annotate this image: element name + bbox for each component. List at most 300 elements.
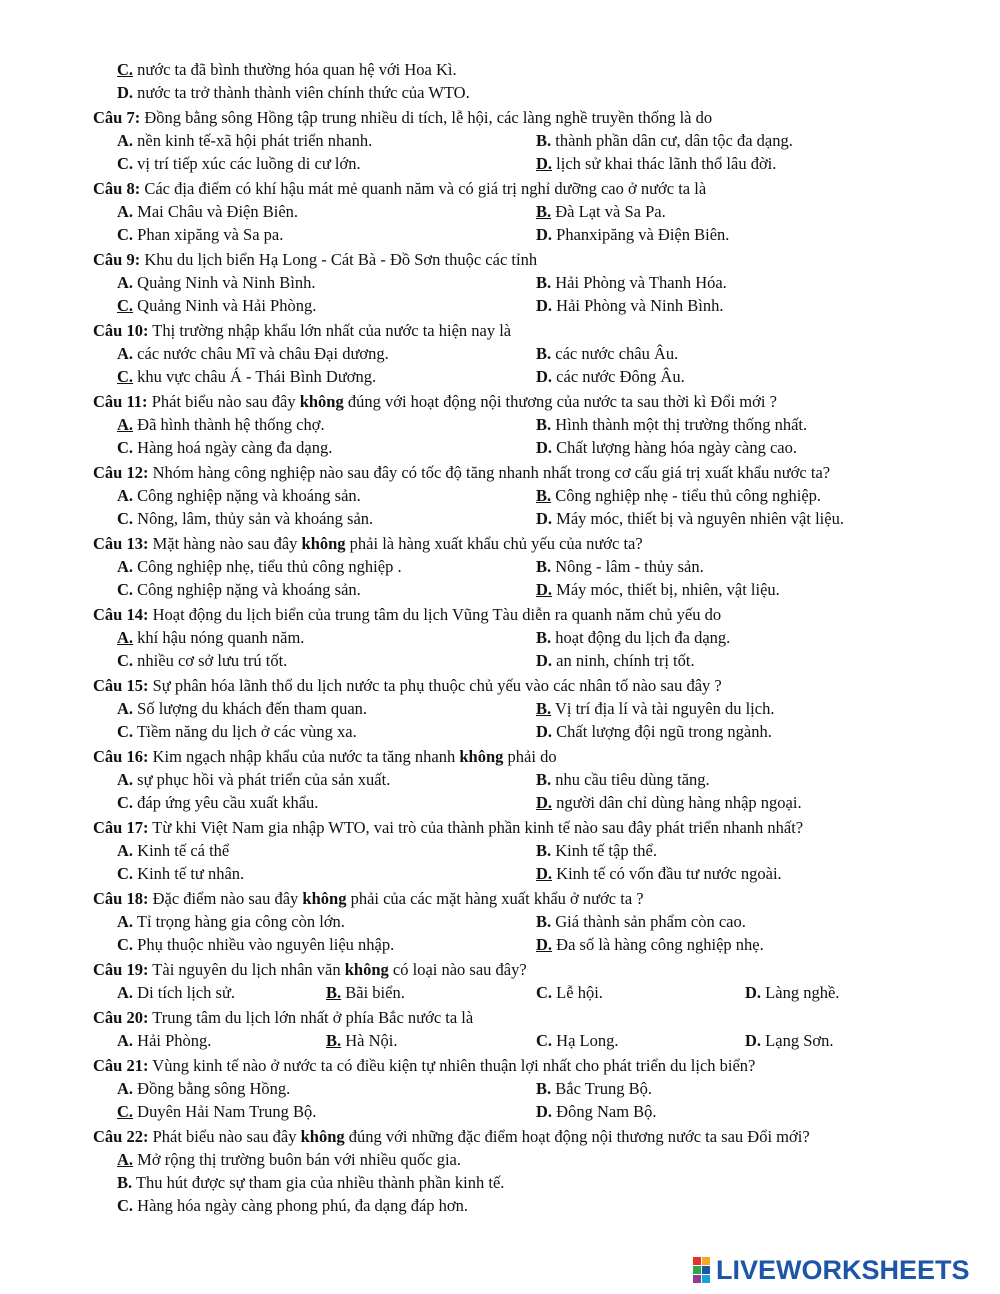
stem-text: đúng với những đặc điểm hoạt động nội thương nước ta sau Đổi mới? <box>344 1127 810 1146</box>
answer-option <box>117 1148 461 1171</box>
option-text: Thu hút được sự tham gia của nhiều thành phần kinh tế. <box>132 1173 505 1192</box>
question-stem <box>0 461 1000 484</box>
option-row <box>0 152 1000 175</box>
option-label: A. <box>117 1079 134 1098</box>
option-label: D. <box>536 509 553 528</box>
answer-option <box>536 200 666 223</box>
option-row <box>0 507 1000 530</box>
option-text: Hạ Long. <box>552 1031 619 1050</box>
option-text: Hải Phòng và Ninh Bình. <box>552 296 724 315</box>
option-row <box>0 649 1000 672</box>
option-label: D. <box>536 1102 553 1121</box>
keyword: không <box>302 889 347 908</box>
option-label: C. <box>117 935 134 954</box>
question-21 <box>0 1054 1000 1123</box>
option-text: Hàng hóa ngày càng phong phú, đa dạng đáp hơn. <box>133 1196 469 1215</box>
option-text: lịch sử khai thác lãnh thổ lâu đời. <box>552 154 777 173</box>
option-text: Bãi biển. <box>341 983 405 1002</box>
answer-option <box>536 768 710 791</box>
question-7 <box>0 106 1000 175</box>
option-label: A. <box>117 699 134 718</box>
option-label: D. <box>117 83 134 102</box>
answer-option <box>536 484 821 507</box>
option-row <box>0 839 1000 862</box>
option-label-correct: D. <box>536 935 553 954</box>
answer-option <box>536 223 729 246</box>
answer-option <box>117 555 402 578</box>
option-label: D. <box>536 225 553 244</box>
answer-option <box>536 129 793 152</box>
option-text: nước ta trở thành thành viên chính thức của WTO. <box>133 83 470 102</box>
option-text: sự phục hồi và phát triển của sản xuất. <box>133 770 391 789</box>
answer-option <box>326 1029 398 1052</box>
option-label-correct: B. <box>536 699 552 718</box>
option-text: Quảng Ninh và Hải Phòng. <box>133 296 317 315</box>
option-label-correct: B. <box>326 1031 342 1050</box>
option-label-correct: B. <box>326 983 342 1002</box>
option-label: C. <box>117 793 134 812</box>
stem-text: Kim ngạch nhập khẩu của nước ta tăng nhanh <box>148 747 460 766</box>
stem-text: Trung tâm du lịch lớn nhất ở phía Bắc nước ta là <box>148 1008 474 1027</box>
answer-option <box>745 981 839 1004</box>
answer-option <box>536 578 780 601</box>
answer-option <box>117 129 372 152</box>
question-15 <box>0 674 1000 743</box>
option-text: Đà Lạt và Sa Pa. <box>551 202 666 221</box>
stem-text: Vùng kinh tế nào ở nước ta có điều kiện tự nhiên thuận lợi nhất cho phát triển du lịch biển? <box>148 1056 756 1075</box>
answer-option <box>536 152 776 175</box>
answer-option <box>117 1100 316 1123</box>
question-16 <box>0 745 1000 814</box>
option-row <box>0 223 1000 246</box>
option-text: khí hậu nóng quanh năm. <box>133 628 305 647</box>
logo-square <box>702 1266 710 1274</box>
option-text: Công nghiệp nhẹ - tiểu thủ công nghiệp. <box>551 486 822 505</box>
option-text: Nông - lâm - thủy sản. <box>551 557 704 576</box>
answer-option <box>536 294 723 317</box>
option-label-correct: B. <box>536 486 552 505</box>
question-number: Câu 22: <box>93 1127 149 1146</box>
question-18 <box>0 887 1000 956</box>
stem-text: Mặt hàng nào sau đây <box>148 534 302 553</box>
option-label: B. <box>536 841 552 860</box>
option-row <box>0 981 1000 1004</box>
option-row <box>0 578 1000 601</box>
answer-option <box>117 626 304 649</box>
question-number: Câu 12: <box>93 463 149 482</box>
answer-option <box>536 910 746 933</box>
option-label: C. <box>536 1031 553 1050</box>
question-stem <box>0 319 1000 342</box>
option-label-correct: D. <box>536 864 553 883</box>
option-text: nền kinh tế-xã hội phát triển nhanh. <box>133 131 373 150</box>
option-text: Mai Châu và Điện Biên. <box>133 202 299 221</box>
question-number: Câu 7: <box>93 108 141 127</box>
answer-option <box>536 436 797 459</box>
option-text: Hình thành một thị trường thống nhất. <box>551 415 808 434</box>
option-label-correct: C. <box>117 296 134 315</box>
keyword: không <box>459 747 504 766</box>
answer-option <box>117 271 315 294</box>
question-stem <box>0 958 1000 981</box>
option-text: Duyên Hải Nam Trung Bộ. <box>133 1102 317 1121</box>
stem-text: đúng với hoạt động nội thương của nước ta sau thời kì Đổi mới ? <box>343 392 777 411</box>
logo-square <box>693 1275 701 1283</box>
option-row <box>0 697 1000 720</box>
keyword: không <box>301 534 346 553</box>
option-text: Hải Phòng và Thanh Hóa. <box>551 273 727 292</box>
option-text: hoạt động du lịch đa dạng. <box>551 628 731 647</box>
option-label: A. <box>117 557 134 576</box>
logo-square <box>702 1257 710 1265</box>
question-20 <box>0 1006 1000 1052</box>
keyword: không <box>300 1127 345 1146</box>
option-text: an ninh, chính trị tốt. <box>552 651 695 670</box>
option-row <box>0 910 1000 933</box>
option-text: nước ta đã bình thường hóa quan hệ với Hoa Kì. <box>133 60 457 79</box>
option-label: C. <box>117 722 134 741</box>
option-label: D. <box>536 367 553 386</box>
option-row <box>0 129 1000 152</box>
option-text: Đa số là hàng công nghiệp nhẹ. <box>552 935 764 954</box>
option-row <box>0 1077 1000 1100</box>
answer-option <box>117 507 373 530</box>
option-label: B. <box>536 770 552 789</box>
option-row <box>0 768 1000 791</box>
answer-option <box>117 484 361 507</box>
answer-option <box>117 578 361 601</box>
option-text: các nước châu Mĩ và châu Đại dương. <box>133 344 389 363</box>
option-label: D. <box>536 296 553 315</box>
answer-option <box>536 862 782 885</box>
question-13 <box>0 532 1000 601</box>
option-label: A. <box>117 344 134 363</box>
question-10 <box>0 319 1000 388</box>
option-label-correct: B. <box>536 202 552 221</box>
answer-option <box>536 413 807 436</box>
option-text: Phan xipăng và Sa pa. <box>133 225 284 244</box>
logo-square <box>702 1275 710 1283</box>
option-label: D. <box>745 983 762 1002</box>
question-stem <box>0 248 1000 271</box>
option-text: Máy móc, thiết bị và nguyên nhiên vật liệu. <box>552 509 844 528</box>
question-17 <box>0 816 1000 885</box>
answer-option <box>745 1029 833 1052</box>
question-14 <box>0 603 1000 672</box>
stem-text: Nhóm hàng công nghiệp nào sau đây có tốc độ tăng nhanh nhất trong cơ cấu giá trị xuất khẩu nước ta? <box>148 463 831 482</box>
question-stem <box>0 1125 1000 1148</box>
option-text: Nông, lâm, thủy sản và khoáng sản. <box>133 509 374 528</box>
question-number: Câu 9: <box>93 250 141 269</box>
logo-square <box>693 1257 701 1265</box>
option-row <box>0 365 1000 388</box>
option-label: D. <box>536 722 553 741</box>
option-text: Giá thành sản phẩm còn cao. <box>551 912 746 931</box>
option-text: người dân chỉ dùng hàng nhập ngoại. <box>552 793 802 812</box>
question-number: Câu 16: <box>93 747 149 766</box>
question-22 <box>0 1125 1000 1217</box>
answer-option <box>536 791 802 814</box>
option-row <box>0 271 1000 294</box>
option-label: B. <box>536 131 552 150</box>
option-label: C. <box>536 983 553 1002</box>
answer-option <box>536 365 685 388</box>
option-label-correct: C. <box>117 367 134 386</box>
option-text: Công nghiệp nặng và khoáng sản. <box>133 580 361 599</box>
logo-text: LIVEWORKSHEETS <box>716 1254 970 1285</box>
stem-text: Sự phân hóa lãnh thổ du lịch nước ta phụ thuộc chủ yếu vào các nhân tố nào sau đây ? <box>148 676 722 695</box>
stem-text: Phát biểu nào sau đây <box>147 392 300 411</box>
question-stem <box>0 1006 1000 1029</box>
answer-option <box>117 365 376 388</box>
answer-option <box>536 342 678 365</box>
option-text: Lễ hội. <box>552 983 603 1002</box>
question-stem <box>0 887 1000 910</box>
option-label-correct: D. <box>536 154 553 173</box>
option-label: A. <box>117 1031 134 1050</box>
option-label: D. <box>536 438 553 457</box>
option-label: C. <box>117 509 134 528</box>
option-text: Chất lượng đội ngũ trong ngành. <box>552 722 772 741</box>
question-stem <box>0 177 1000 200</box>
option-text: Làng nghề. <box>761 983 840 1002</box>
answer-option <box>117 910 345 933</box>
option-row <box>0 1194 1000 1217</box>
answer-option <box>117 839 229 862</box>
answer-option <box>117 1029 211 1052</box>
question-number: Câu 13: <box>93 534 149 553</box>
question-number: Câu 19: <box>93 960 149 979</box>
option-label-correct: D. <box>536 580 553 599</box>
option-row <box>0 1148 1000 1171</box>
stem-text: Tài nguyên du lịch nhân văn <box>148 960 345 979</box>
option-line <box>0 81 1000 104</box>
option-row <box>0 1171 1000 1194</box>
keyword: không <box>344 960 389 979</box>
option-label: B. <box>536 273 552 292</box>
option-row <box>0 791 1000 814</box>
option-text: Tiềm năng du lịch ở các vùng xa. <box>133 722 357 741</box>
option-row <box>0 200 1000 223</box>
option-text: các nước châu Âu. <box>551 344 679 363</box>
option-label: C. <box>117 438 134 457</box>
option-text: khu vực châu Á - Thái Bình Dương. <box>133 367 377 386</box>
stem-text: Đặc điểm nào sau đây <box>148 889 303 908</box>
option-label: B. <box>536 344 552 363</box>
option-label-correct: C. <box>117 1102 134 1121</box>
option-label: D. <box>745 1031 762 1050</box>
question-stem <box>0 816 1000 839</box>
option-label: A. <box>117 131 134 150</box>
answer-option <box>117 436 332 459</box>
worksheet <box>0 58 1000 1217</box>
stem-text: Hoạt động du lịch biển của trung tâm du lịch Vũng Tàu diễn ra quanh năm chủ yếu do <box>148 605 722 624</box>
option-label: A. <box>117 770 134 789</box>
option-text: Đã hình thành hệ thống chợ. <box>133 415 325 434</box>
answer-option <box>536 1029 619 1052</box>
stem-text: Các địa điểm có khí hậu mát mẻ quanh năm và có giá trị nghỉ dưỡng cao ở nước ta là <box>140 179 707 198</box>
stem-text: Thị trường nhập khẩu lớn nhất của nước ta hiện nay là <box>148 321 512 340</box>
option-row <box>0 294 1000 317</box>
option-line <box>0 58 1000 81</box>
answer-option <box>117 862 244 885</box>
question-11 <box>0 390 1000 459</box>
option-text: Công nghiệp nhẹ, tiểu thủ công nghiệp . <box>133 557 402 576</box>
option-row <box>0 862 1000 885</box>
question-12 <box>0 461 1000 530</box>
option-text: Kinh tế có vốn đầu tư nước ngoài. <box>552 864 782 883</box>
option-label: C. <box>117 154 134 173</box>
question-19 <box>0 958 1000 1004</box>
option-text: Tỉ trọng hàng gia công còn lớn. <box>133 912 345 931</box>
answer-option <box>326 981 405 1004</box>
option-row <box>0 720 1000 743</box>
option-label: B. <box>536 628 552 647</box>
answer-option <box>117 720 357 743</box>
option-row <box>0 1029 1000 1052</box>
stem-text: phải là hàng xuất khẩu chủ yếu của nước ta? <box>345 534 643 553</box>
option-text: Kinh tế tư nhân. <box>133 864 245 883</box>
option-text: Hải Phòng. <box>133 1031 212 1050</box>
option-text: Lạng Sơn. <box>761 1031 834 1050</box>
answer-option <box>536 649 695 672</box>
liveworksheets-logo <box>693 1255 970 1285</box>
option-text: Hàng hoá ngày càng đa dạng. <box>133 438 333 457</box>
question-stem <box>0 674 1000 697</box>
option-label: B. <box>117 1173 133 1192</box>
answer-option <box>117 981 235 1004</box>
question-number: Câu 21: <box>93 1056 149 1075</box>
stem-text: Đồng bằng sông Hồng tập trung nhiều di tích, lễ hội, các làng nghề truyền thống là do <box>140 108 713 127</box>
answer-option <box>117 342 389 365</box>
option-text: vị trí tiếp xúc các luồng di cư lớn. <box>133 154 361 173</box>
question-number: Câu 18: <box>93 889 149 908</box>
option-label: C. <box>117 651 134 670</box>
answer-option <box>117 933 394 956</box>
stem-text: Phát biểu nào sau đây <box>148 1127 301 1146</box>
answer-option <box>117 152 361 175</box>
option-text: Công nghiệp nặng và khoáng sản. <box>133 486 361 505</box>
option-text: thành phần dân cư, dân tộc đa dạng. <box>551 131 793 150</box>
option-label: A. <box>117 841 134 860</box>
option-label: A. <box>117 983 134 1002</box>
answer-option <box>117 768 390 791</box>
option-label: B. <box>536 415 552 434</box>
option-text: Phanxipăng và Điện Biên. <box>552 225 730 244</box>
option-text: Máy móc, thiết bị, nhiên, vật liệu. <box>552 580 780 599</box>
stem-text: có loại nào sau đây? <box>388 960 527 979</box>
answer-option <box>536 626 730 649</box>
question-stem <box>0 106 1000 129</box>
option-label: B. <box>536 1079 552 1098</box>
option-text: Phụ thuộc nhiều vào nguyên liệu nhập. <box>133 935 395 954</box>
question-9 <box>0 248 1000 317</box>
answer-option <box>117 697 367 720</box>
option-row <box>0 626 1000 649</box>
option-text: nhiều cơ sở lưu trú tốt. <box>133 651 288 670</box>
option-label-correct: D. <box>536 793 553 812</box>
question-number: Câu 8: <box>93 179 141 198</box>
answer-option <box>536 981 603 1004</box>
option-text: nhu cầu tiêu dùng tăng. <box>551 770 710 789</box>
option-text: Đồng bằng sông Hồng. <box>133 1079 291 1098</box>
question-number: Câu 15: <box>93 676 149 695</box>
option-label: B. <box>536 912 552 931</box>
option-text: Đông Nam Bộ. <box>552 1102 657 1121</box>
option-label: C. <box>117 1196 134 1215</box>
option-text: các nước Đông Âu. <box>552 367 685 386</box>
stem-text: Khu du lịch biển Hạ Long - Cát Bà - Đồ Sơn thuộc các tỉnh <box>140 250 538 269</box>
option-label: A. <box>117 202 134 221</box>
answer-option <box>117 413 325 436</box>
option-label: A. <box>117 912 134 931</box>
option-text: Di tích lịch sử. <box>133 983 236 1002</box>
question-number: Câu 10: <box>93 321 149 340</box>
option-label: B. <box>536 557 552 576</box>
question-stem <box>0 603 1000 626</box>
option-row <box>0 555 1000 578</box>
answer-option <box>117 649 287 672</box>
question-stem <box>0 1054 1000 1077</box>
answer-option <box>536 1100 657 1123</box>
option-text: Vị trí địa lí và tài nguyên du lịch. <box>551 699 775 718</box>
option-row <box>0 342 1000 365</box>
option-text: Kinh tế tập thể. <box>551 841 657 860</box>
stem-text: phải của các mặt hàng xuất khẩu ở nước ta ? <box>346 889 644 908</box>
logo-square <box>693 1266 701 1274</box>
option-label: C. <box>117 864 134 883</box>
answer-option <box>536 697 774 720</box>
answer-option <box>536 720 772 743</box>
option-label: C. <box>117 580 134 599</box>
question-8 <box>0 177 1000 246</box>
option-text: Bắc Trung Bộ. <box>551 1079 652 1098</box>
option-row <box>0 484 1000 507</box>
question-number: Câu 11: <box>93 392 148 411</box>
stem-text: phải do <box>503 747 557 766</box>
answer-option <box>536 271 727 294</box>
option-row <box>0 436 1000 459</box>
option-label-correct: A. <box>117 628 134 647</box>
question-stem <box>0 390 1000 413</box>
answer-option <box>117 200 298 223</box>
answer-option <box>536 839 657 862</box>
answer-option <box>117 1194 468 1217</box>
option-row <box>0 413 1000 436</box>
option-label-correct: A. <box>117 415 134 434</box>
option-label-correct: A. <box>117 1150 134 1169</box>
option-text: Chất lượng hàng hóa ngày càng cao. <box>552 438 797 457</box>
answer-option <box>536 933 764 956</box>
answer-option <box>536 1077 652 1100</box>
option-label: D. <box>536 651 553 670</box>
option-text: Hà Nội. <box>341 1031 398 1050</box>
option-text: đáp ứng yêu cầu xuất khẩu. <box>133 793 319 812</box>
option-text: Kinh tế cá thể <box>133 841 230 860</box>
question-stem <box>0 532 1000 555</box>
option-label: A. <box>117 273 134 292</box>
option-label: C. <box>117 225 134 244</box>
answer-option <box>117 294 316 317</box>
answer-option <box>536 507 844 530</box>
option-text: Số lượng du khách đến tham quan. <box>133 699 368 718</box>
option-text: Mở rộng thị trường buôn bán với nhiều quốc gia. <box>133 1150 462 1169</box>
stem-text: Từ khi Việt Nam gia nhập WTO, vai trò của thành phần kinh tế nào sau đây phát triển nhanh nhất? <box>148 818 804 837</box>
option-label-correct: C. <box>117 60 134 79</box>
option-text: Quảng Ninh và Ninh Bình. <box>133 273 316 292</box>
logo-mark-icon <box>693 1257 710 1283</box>
option-row <box>0 1100 1000 1123</box>
